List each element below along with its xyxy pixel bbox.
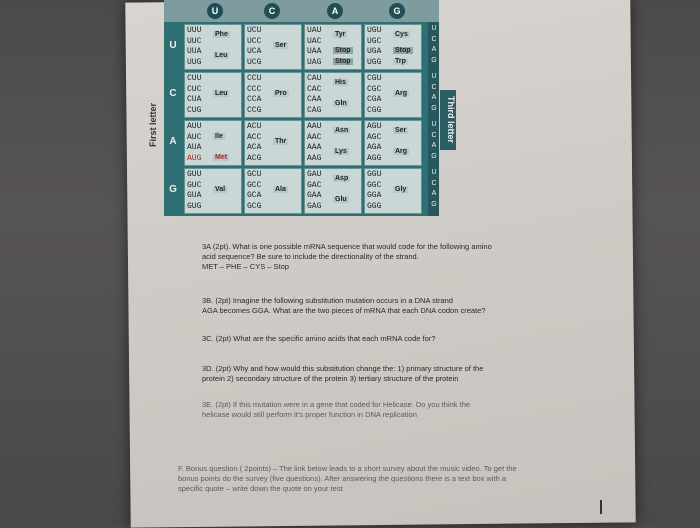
codon-acg: ACG [247, 153, 262, 163]
amino-acid-gln: Gln [335, 100, 347, 108]
codon-cua: CUA [187, 95, 202, 104]
question-3b-line-2: AGA becomes GGA. What are the two pieces of mRNA that each DNA codon create? [202, 306, 486, 315]
bonus-question-line-3: specific quote – write down the quote on your test [178, 484, 343, 493]
codon-cag: CAG [307, 105, 322, 115]
amino-acid-ala: Ala [275, 185, 286, 193]
codon-uac: UAC [307, 36, 322, 46]
codon-guu: GUU [187, 170, 202, 179]
codon-gac: GAC [307, 180, 322, 190]
amino-acid-leu: Leu [215, 89, 228, 97]
bonus-question-line-2: bonus points do the survey (five questions). After answering the questions there is a text box with a [178, 474, 507, 483]
third-letter-c: C [431, 179, 437, 187]
second-letter-header [164, 0, 439, 22]
codon-acc: ACC [247, 132, 262, 142]
codon-gga: GGA [367, 191, 382, 200]
codon-block [364, 168, 422, 214]
codon-uua: UUA [187, 47, 202, 56]
amino-acid-his: His [335, 79, 346, 87]
amino-acid-cys: Cys [395, 31, 408, 39]
second-letter-a: A [327, 3, 343, 19]
codon-block [244, 168, 302, 214]
amino-acid-met: Met [215, 153, 228, 161]
codon-block [304, 72, 362, 118]
amino-acid-phe: Phe [215, 31, 228, 39]
codon-gag: GAG [307, 201, 322, 211]
question-3a-line-1: 3A (2pt). What is one possible mRNA sequence that would code for the following amino [202, 242, 492, 251]
codon-gau: GAU [307, 170, 322, 179]
codon-ugc: UGC [367, 36, 382, 46]
codon-gaa: GAA [307, 191, 322, 200]
codon-auu: AUU [187, 122, 202, 131]
codon-cac: CAC [307, 84, 322, 94]
codon-ggu: GGU [367, 170, 382, 179]
codon-aag: AAG [307, 153, 322, 163]
first-letter-g: G [169, 184, 177, 195]
codon-uug: UUG [187, 57, 202, 67]
codon-cau: CAU [307, 74, 322, 83]
amino-acid-asn: Asn [335, 127, 349, 135]
codon-cuc: CUC [187, 84, 202, 94]
codon-aca: ACA [247, 143, 262, 152]
codon-block [364, 72, 422, 118]
third-letter-u: U [431, 73, 437, 80]
third-letter-g: G [431, 200, 437, 208]
codon-ggg: GGG [367, 201, 382, 211]
second-letter-u: U [207, 3, 223, 19]
codon-block [304, 24, 362, 70]
codon-auc: AUC [187, 132, 202, 142]
codon-agg: AGG [367, 153, 382, 163]
amino-acid-arg: Arg [395, 89, 408, 97]
question-3b-line-1: 3B. (2pt) Imagine the following substitution mutation occurs in a DNA strand [202, 296, 453, 305]
codon-uag: UAG [307, 57, 322, 67]
question-3a-line-3: MET – PHE – CYS – Stop [202, 262, 289, 271]
codon-block [364, 24, 422, 70]
codon-aua: AUA [187, 143, 202, 152]
amino-acid-stop: Stop [335, 47, 351, 54]
codon-cuu: CUU [187, 74, 202, 83]
codon-gug: GUG [187, 201, 202, 211]
codon-ugg: UGG [367, 57, 382, 67]
third-letter-g: G [431, 104, 437, 112]
codon-block [184, 24, 242, 70]
question-3d-line-2: protein 2) secondary structure of the protein 3) tertiary structure of the protein [202, 374, 459, 383]
third-letter-g: G [431, 152, 437, 160]
codon-acu: ACU [247, 122, 262, 131]
codon-cga: CGA [367, 95, 382, 104]
codon-uau: UAU [307, 26, 322, 35]
amino-acid-gly: Gly [395, 185, 407, 193]
codon-uga: UGA [367, 47, 382, 56]
codon-cug: CUG [187, 105, 202, 115]
codon-aau: AAU [307, 122, 322, 131]
codon-aga: AGA [367, 143, 382, 152]
third-letter-c: C [431, 131, 437, 139]
codon-ucc: UCC [247, 36, 262, 46]
codon-ggc: GGC [367, 180, 382, 190]
third-letter-c: C [431, 35, 437, 43]
codon-block [244, 72, 302, 118]
amino-acid-ser: Ser [395, 127, 407, 135]
codon-gca: GCA [247, 191, 262, 200]
first-letter-c: C [169, 88, 177, 99]
question-3d-line-1: 3D. (2pt) Why and how would this substitution change the: 1) primary structure of the [202, 364, 484, 373]
amino-acid-trp: Trp [395, 57, 406, 65]
codon-uca: UCA [247, 47, 262, 56]
text-cursor [600, 500, 602, 514]
amino-acid-leu: Leu [215, 52, 228, 60]
third-letter-a: A [431, 190, 437, 197]
codon-block [364, 120, 422, 166]
amino-acid-tyr: Tyr [335, 31, 346, 39]
third-letter-a: A [431, 94, 437, 101]
codon-block [244, 24, 302, 70]
question-3a-line-2: acid sequence? Be sure to include the directionality of the strand. [202, 252, 419, 261]
third-letter-a: A [431, 46, 437, 53]
codon-cgc: CGC [367, 84, 382, 94]
codon-ugu: UGU [367, 26, 382, 35]
amino-acid-ile: Ile [215, 132, 223, 140]
codon-guc: GUC [187, 180, 202, 190]
second-letter-c: C [264, 3, 280, 19]
third-letter-g: G [431, 56, 437, 64]
codon-cgu: CGU [367, 74, 382, 83]
codon-block [304, 120, 362, 166]
codon-aug: AUG [187, 153, 202, 163]
amino-acid-pro: Pro [275, 89, 287, 97]
amino-acid-ser: Ser [275, 41, 287, 49]
third-letter-u: U [431, 121, 437, 128]
codon-ccu: CCU [247, 74, 262, 83]
codon-uaa: UAA [307, 47, 322, 56]
codon-aac: AAC [307, 132, 322, 142]
question-3c-line-1: 3C. (2pt) What are the specific amino acids that each mRNA code for? [202, 334, 436, 343]
third-letter-u: U [431, 169, 437, 176]
bonus-question-line-1: F. Bonus question ( 2points) – The link below leads to a short survey about the music video. To get the [178, 464, 517, 473]
codon-ccg: CCG [247, 105, 262, 115]
amino-acid-val: Val [215, 185, 226, 193]
codon-uuu: UUU [187, 26, 202, 35]
codon-block [304, 168, 362, 214]
third-letter-column [428, 22, 439, 216]
amino-acid-arg: Arg [395, 148, 408, 156]
codon-agc: AGC [367, 132, 382, 142]
codon-ccc: CCC [247, 84, 262, 94]
amino-acid-lys: Lys [335, 148, 347, 156]
codon-cca: CCA [247, 95, 262, 104]
codon-gcc: GCC [247, 180, 262, 190]
amino-acid-asp: Asp [335, 175, 349, 183]
second-letter-g: G [389, 3, 405, 19]
amino-acid-glu: Glu [335, 196, 347, 204]
codon-ucu: UCU [247, 26, 262, 35]
codon-gcg: GCG [247, 201, 262, 211]
codon-block [184, 72, 242, 118]
third-letter-c: C [431, 83, 437, 91]
amino-acid-stop: Stop [335, 57, 351, 65]
third-letter-label: Third letter [440, 90, 456, 150]
codon-block [184, 168, 242, 214]
codon-block [184, 120, 242, 166]
codon-uuc: UUC [187, 36, 202, 46]
third-letter-a: A [431, 142, 437, 149]
first-letter-u: U [169, 40, 177, 51]
codon-aaa: AAA [307, 143, 322, 152]
question-3e-line-1: 3E. (2pt) If this mutation were in a gene that coded for Helicase. Do you think the [202, 400, 471, 409]
codon-agu: AGU [367, 122, 382, 131]
codon-block [244, 120, 302, 166]
codon-ucg: UCG [247, 57, 262, 67]
codon-caa: CAA [307, 95, 322, 104]
codon-table [164, 0, 439, 216]
first-letter-a: A [169, 136, 177, 147]
question-3e-line-2: helicase would still perform it's proper function in DNA replication [202, 410, 417, 419]
codon-gua: GUA [187, 191, 202, 200]
codon-cgg: CGG [367, 105, 382, 115]
first-letter-label: First letter [148, 103, 158, 148]
codon-gcu: GCU [247, 170, 262, 179]
amino-acid-stop: Stop [395, 47, 411, 54]
amino-acid-thr: Thr [275, 137, 287, 145]
third-letter-u: U [431, 25, 437, 32]
